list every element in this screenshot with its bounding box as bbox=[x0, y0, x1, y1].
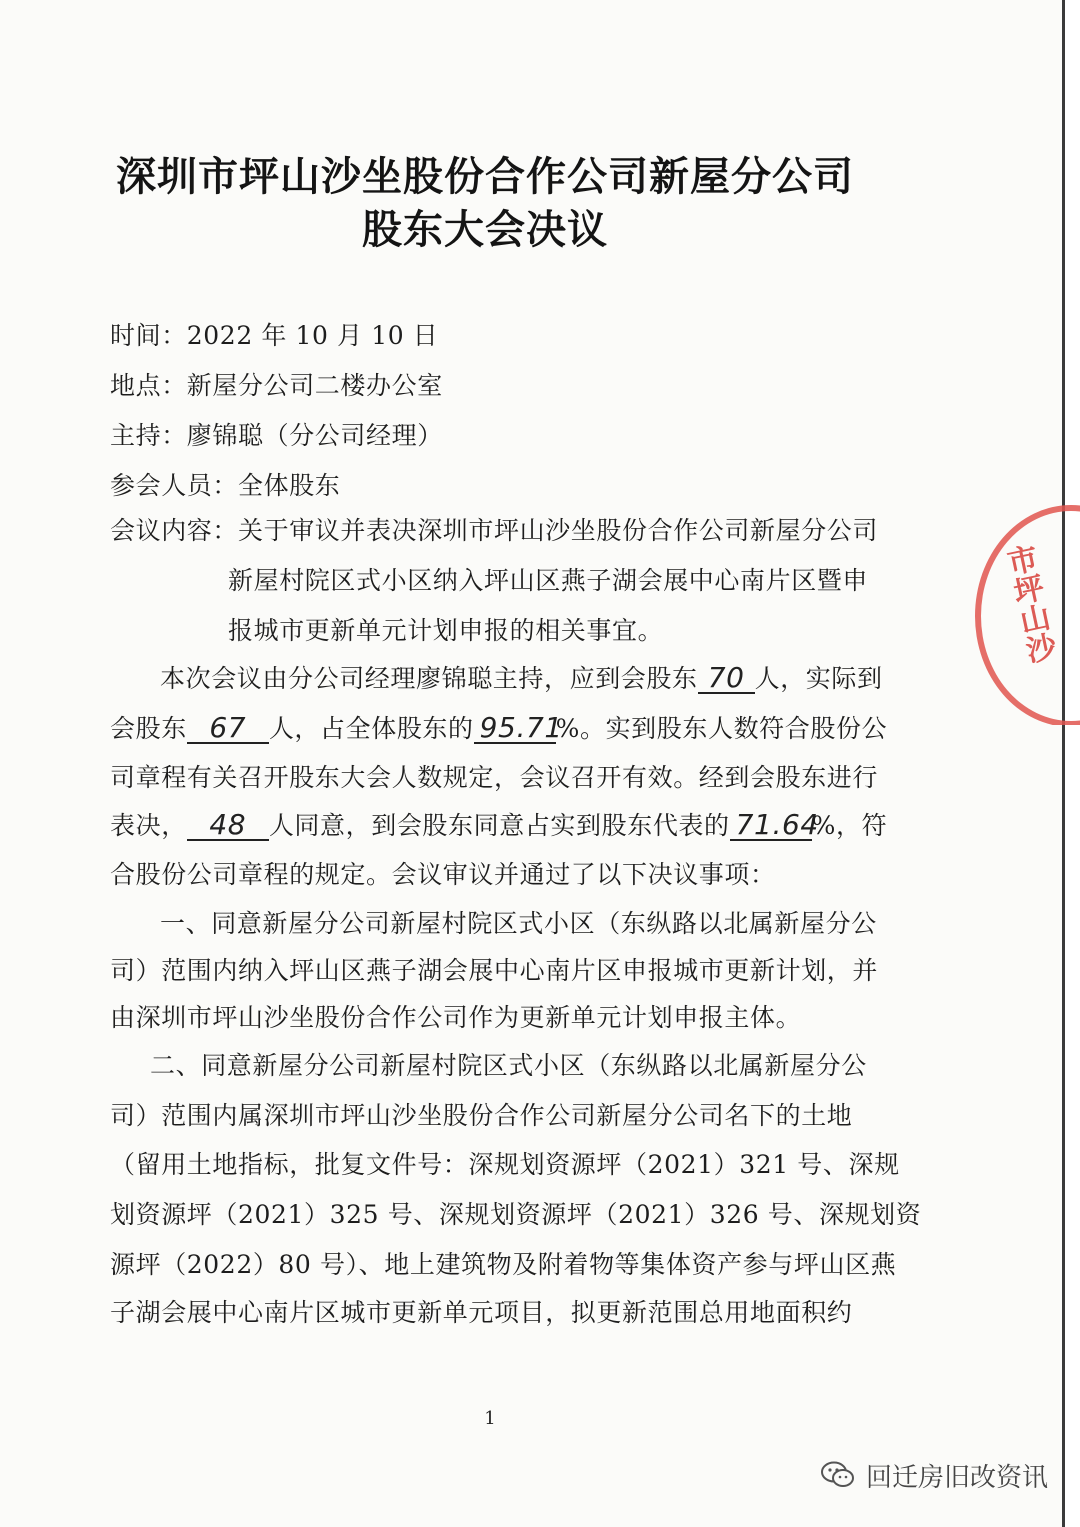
paragraph1-line4 bbox=[110, 806, 887, 842]
resolution2-line6: 子湖会展中心南片区城市更新单元项目，拟更新范围总用地面积约 bbox=[110, 1298, 853, 1327]
resolution2-line4: 划资源坪（2021）325 号、深规划资源坪（2021）326 号、深规划资 bbox=[110, 1200, 922, 1229]
meeting-place: 地点：新屋分公司二楼办公室 bbox=[110, 371, 443, 400]
resolution2-line1: 二、同意新屋分公司新屋村院区式小区（东纵路以北属新屋分公 bbox=[150, 1051, 867, 1080]
page-number: 1 bbox=[484, 1408, 496, 1429]
resolution2-line2: 司）范围内属深圳市坪山沙坐股份合作公司新屋分公司名下的土地 bbox=[110, 1101, 853, 1130]
handwritten-agree-percent: 71.64 bbox=[730, 811, 812, 841]
handwritten-actual-count: 67 bbox=[187, 714, 269, 744]
company-seal bbox=[975, 505, 1080, 725]
resolution2-line5: 源坪（2022）80 号）、地上建筑物及附着物等集体资产参与坪山区燕 bbox=[110, 1250, 897, 1279]
paragraph1-line2 bbox=[110, 709, 887, 745]
text-segment: 表决， bbox=[110, 811, 187, 840]
seal-text: 市坪山沙 bbox=[998, 541, 1059, 667]
text-segment: 人同意，到会股东同意占实到股东代表的 bbox=[268, 811, 730, 840]
watermark-text: 回迁房旧改资讯 bbox=[866, 1462, 1049, 1493]
meeting-time: 时间：2022 年 10 月 10 日 bbox=[110, 321, 439, 350]
paragraph1-line1 bbox=[160, 659, 883, 695]
text-segment: %，符 bbox=[811, 811, 888, 840]
resolution1-line1: 一、同意新屋分公司新屋村院区式小区（东纵路以北属新屋分公 bbox=[160, 909, 877, 938]
document-title-line1: 深圳市坪山沙坐股份合作公司新屋分公司 bbox=[116, 154, 854, 200]
meeting-content-line2: 新屋村院区式小区纳入坪山区燕子湖会展中心南片区暨申 bbox=[228, 566, 869, 595]
text-segment: 人，实际到 bbox=[754, 664, 883, 693]
resolution2-line3: （留用土地指标，批复文件号：深规划资源坪（2021）321 号、深规 bbox=[110, 1150, 900, 1179]
paragraph1-line3: 司章程有关召开股东大会人数规定，会议召开有效。经到会股东进行 bbox=[110, 763, 879, 792]
meeting-host: 主持：廖锦聪（分公司经理） bbox=[110, 421, 443, 450]
resolution1-line2: 司）范围内纳入坪山区燕子湖会展中心南片区申报城市更新计划，并 bbox=[110, 956, 879, 985]
handwritten-attendance-percent: 95.71 bbox=[474, 714, 556, 744]
text-segment: %。实到股东人数符合股份公 bbox=[555, 714, 888, 743]
text-segment: 人，占全体股东的 bbox=[268, 714, 474, 743]
meeting-content-line3: 报城市更新单元计划申报的相关事宜。 bbox=[228, 616, 664, 645]
page-margin bbox=[1065, 0, 1080, 1527]
resolution1-line3: 由深圳市坪山沙坐股份合作公司作为更新单元计划申报主体。 bbox=[110, 1003, 802, 1032]
watermark bbox=[820, 1455, 1048, 1495]
text-segment: 会股东 bbox=[110, 714, 187, 743]
handwritten-expected-count: 70 bbox=[698, 664, 755, 694]
paragraph1-line5: 合股份公司章程的规定。会议审议并通过了以下决议事项： bbox=[110, 860, 776, 889]
document-title-line2: 股东大会决议 bbox=[362, 207, 608, 253]
wechat-icon bbox=[820, 1460, 856, 1490]
text-segment: 本次会议由分公司经理廖锦聪主持，应到会股东 bbox=[160, 664, 698, 693]
meeting-attendees: 参会人员：全体股东 bbox=[110, 471, 341, 500]
handwritten-agree-count: 48 bbox=[187, 811, 269, 841]
meeting-content-line1: 会议内容：关于审议并表决深圳市坪山沙坐股份合作公司新屋分公司 bbox=[110, 516, 879, 545]
